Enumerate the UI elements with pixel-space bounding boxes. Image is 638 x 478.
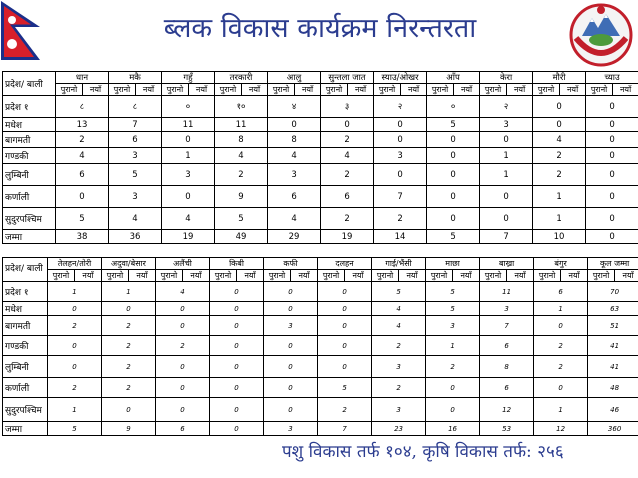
old-header: पुरानो — [156, 270, 183, 282]
table-row — [3, 186, 638, 208]
crop-header: कूल जम्मा — [588, 258, 638, 270]
table-cell: 0 — [102, 398, 156, 422]
old-header: पुरानो — [162, 84, 189, 96]
new-header: नयाँ — [453, 270, 480, 282]
table-cell: 3 — [109, 186, 162, 208]
table-cell: 0 — [533, 118, 586, 132]
old-header: पुरानो — [321, 84, 348, 96]
table-cell: 0 — [264, 378, 318, 398]
table-cell: 0 — [48, 302, 102, 316]
province-name: प्रदेश १ — [3, 282, 48, 302]
table-cell: 4 — [215, 148, 268, 164]
table-cell: 1 — [480, 164, 533, 186]
table-cell: ० — [162, 96, 215, 118]
new-header: नयाँ — [129, 270, 156, 282]
table-cell: 7 — [480, 230, 533, 244]
table-row — [3, 164, 638, 186]
table-cell: 0 — [318, 316, 372, 336]
table-cell: 0 — [264, 336, 318, 356]
table-cell: 1 — [533, 186, 586, 208]
table-cell: 0 — [534, 316, 588, 336]
table-cell: 360 — [588, 422, 638, 436]
table-cell: 0 — [210, 378, 264, 398]
old-header: पुरानो — [215, 84, 242, 96]
table-cell: 2 — [372, 378, 426, 398]
table-cell: 2 — [48, 378, 102, 398]
table-cell: 0 — [586, 96, 638, 118]
table-cell: 12 — [480, 398, 534, 422]
table-cell: 49 — [215, 230, 268, 244]
new-header: नयाँ — [613, 84, 638, 96]
province-name: जम्मा — [3, 230, 56, 244]
livestock-cash-crops-table-body — [3, 282, 638, 436]
table-cell: 0 — [318, 336, 372, 356]
old-header: पुरानो — [102, 270, 129, 282]
new-header: नयाँ — [561, 270, 588, 282]
table-cell: 0 — [268, 118, 321, 132]
table-cell: 13 — [56, 118, 109, 132]
table-cell: 0 — [156, 398, 210, 422]
table-cell: 0 — [374, 118, 427, 132]
table-cell: 4 — [321, 148, 374, 164]
province-name: गण्डकी — [3, 148, 56, 164]
table-cell: 2 — [102, 356, 156, 378]
table-cell: 51 — [588, 316, 638, 336]
table-cell: 2 — [372, 336, 426, 356]
table-cell: 0 — [534, 378, 588, 398]
table-cell: 9 — [102, 422, 156, 436]
table-cell: ८ — [56, 96, 109, 118]
province-name: लुम्बिनी — [3, 164, 56, 186]
table-corner-header: प्रदेश/ बाली — [3, 258, 48, 282]
table-cell: 8 — [215, 132, 268, 148]
table-cell: 1 — [426, 336, 480, 356]
table-row — [3, 96, 638, 118]
table-cell: 11 — [480, 282, 534, 302]
province-name: जम्मा — [3, 422, 48, 436]
table-cell: 1 — [48, 398, 102, 422]
table-cell: 0 — [586, 186, 638, 208]
table-cell: 0 — [427, 164, 480, 186]
table-cell: 70 — [588, 282, 638, 302]
new-header: नयाँ — [348, 84, 374, 96]
table-cell: 0 — [162, 186, 215, 208]
crops-table-body — [3, 96, 638, 244]
table-cell: 7 — [318, 422, 372, 436]
table-cell: 0 — [321, 118, 374, 132]
table-row — [3, 336, 638, 356]
new-header: नयाँ — [507, 270, 534, 282]
table-cell: 2 — [48, 316, 102, 336]
table-cell: 0 — [586, 132, 638, 148]
table-cell: 41 — [588, 356, 638, 378]
table-cell: 5 — [427, 118, 480, 132]
new-header: नयाँ — [295, 84, 321, 96]
province-name: कर्णाली — [3, 186, 56, 208]
table-cell: 2 — [215, 164, 268, 186]
table-cell: 0 — [156, 356, 210, 378]
table-row — [3, 398, 638, 422]
new-header: नयाँ — [454, 84, 480, 96]
table-cell: 0 — [427, 132, 480, 148]
table-cell: 0 — [162, 132, 215, 148]
province-name: सुदुरपश्चिम — [3, 208, 56, 230]
table-row — [3, 118, 638, 132]
new-header: नयाँ — [560, 84, 586, 96]
table-cell: 5 — [426, 282, 480, 302]
table-cell: 0 — [586, 164, 638, 186]
table-cell: 0 — [210, 336, 264, 356]
table-row — [3, 282, 638, 302]
new-header: नयाँ — [237, 270, 264, 282]
table-cell: 0 — [210, 316, 264, 336]
crop-header: तेलहन/तोरी — [48, 258, 102, 270]
table-cell: 4 — [109, 208, 162, 230]
new-header: नयाँ — [83, 84, 109, 96]
table-cell: 0 — [318, 282, 372, 302]
new-header: नयाँ — [507, 84, 533, 96]
table-cell: 2 — [426, 356, 480, 378]
table-cell: 3 — [480, 118, 533, 132]
table-cell: 0 — [586, 208, 638, 230]
table-cell: 0 — [156, 316, 210, 336]
table-cell: 12 — [534, 422, 588, 436]
crop-header: बंगुर — [534, 258, 588, 270]
table-cell: 4 — [533, 132, 586, 148]
table-cell: 0 — [264, 282, 318, 302]
old-header: पुरानो — [264, 270, 291, 282]
old-header: पुरानो — [48, 270, 75, 282]
table-row — [3, 148, 638, 164]
table-cell: 0 — [156, 302, 210, 316]
crop-header: गहुँ — [162, 72, 215, 84]
table-cell: 1 — [534, 302, 588, 316]
table-cell: 3 — [264, 422, 318, 436]
crop-header: तरकारी — [215, 72, 268, 84]
table-cell: 0 — [480, 208, 533, 230]
crop-header: किबी — [210, 258, 264, 270]
table-cell: 23 — [372, 422, 426, 436]
province-name: सुदुरपश्चिम — [3, 398, 48, 422]
crop-header: गाई/भैंसी — [372, 258, 426, 270]
table-cell: 0 — [426, 398, 480, 422]
table-cell: 41 — [588, 336, 638, 356]
table-cell: 0 — [427, 148, 480, 164]
new-header: नयाँ — [242, 84, 268, 96]
table-cell: 0 — [48, 336, 102, 356]
table-cell: 53 — [480, 422, 534, 436]
table-cell: 6 — [480, 378, 534, 398]
table-cell: 0 — [48, 356, 102, 378]
table-cell: 5 — [426, 302, 480, 316]
table-cell: 1 — [48, 282, 102, 302]
table-cell: 5 — [48, 422, 102, 436]
table-cell: 0 — [427, 186, 480, 208]
table-cell: 0 — [264, 356, 318, 378]
table-cell: 0 — [318, 302, 372, 316]
table-cell: 7 — [480, 316, 534, 336]
table-cell: 4 — [372, 316, 426, 336]
table-cell: 0 — [210, 282, 264, 302]
table-cell: 0 — [210, 422, 264, 436]
table-cell: 16 — [426, 422, 480, 436]
table-cell: 3 — [480, 302, 534, 316]
crop-header: धान — [56, 72, 109, 84]
table-cell: 2 — [534, 356, 588, 378]
table-row — [3, 230, 638, 244]
old-header: पुरानो — [480, 84, 507, 96]
province-name: बागमती — [3, 132, 56, 148]
table-row — [3, 378, 638, 398]
table-cell: 5 — [109, 164, 162, 186]
old-header: पुरानो — [374, 84, 401, 96]
table-cell: 2 — [533, 164, 586, 186]
livestock-cash-crops-table — [2, 257, 638, 436]
table-cell: 3 — [372, 398, 426, 422]
table-cell: 0 — [374, 164, 427, 186]
crop-header: केरा — [480, 72, 533, 84]
table-cell: 0 — [102, 302, 156, 316]
table-row — [3, 422, 638, 436]
table-cell: 0 — [480, 132, 533, 148]
table-cell: 5 — [372, 282, 426, 302]
table-cell: 0 — [210, 302, 264, 316]
old-header: पुरानो — [426, 270, 453, 282]
crop-header: मौरी — [533, 72, 586, 84]
table-cell: 2 — [318, 398, 372, 422]
table-cell: 5 — [215, 208, 268, 230]
nepal-flag-icon — [0, 0, 42, 62]
table-cell: 0 — [374, 132, 427, 148]
crop-header: च्याउ — [586, 72, 638, 84]
province-name: लुम्बिनी — [3, 356, 48, 378]
table-cell: 0 — [586, 118, 638, 132]
table-cell: 4 — [372, 302, 426, 316]
crop-header: माछा — [426, 258, 480, 270]
table-cell: 0 — [264, 398, 318, 422]
new-header: नयाँ — [345, 270, 372, 282]
table-cell: 2 — [156, 336, 210, 356]
crop-header: अदुवा/बेसार — [102, 258, 156, 270]
summary-footer: पशु विकास तर्फ १०४, कृषि विकास तर्फ: २५६ — [282, 442, 564, 462]
old-header: पुरानो — [268, 84, 295, 96]
old-header: पुरानो — [588, 270, 615, 282]
table-row — [3, 132, 638, 148]
province-name: बागमती — [3, 316, 48, 336]
new-header: नयाँ — [401, 84, 427, 96]
table-cell: 4 — [268, 148, 321, 164]
table-cell: 6 — [109, 132, 162, 148]
table-row — [3, 208, 638, 230]
province-name: मधेश — [3, 302, 48, 316]
table-row — [3, 316, 638, 336]
table-cell: 7 — [109, 118, 162, 132]
province-name: प्रदेश १ — [3, 96, 56, 118]
table-cell: 3 — [162, 164, 215, 186]
table-cell: 2 — [321, 132, 374, 148]
table-cell: 4 — [56, 148, 109, 164]
table-cell: 3 — [426, 316, 480, 336]
old-header: पुरानो — [427, 84, 454, 96]
table-cell: 0 — [586, 230, 638, 244]
table-cell: 63 — [588, 302, 638, 316]
old-header: पुरानो — [318, 270, 345, 282]
table-cell: 2 — [534, 336, 588, 356]
crop-header: स्याउ/ओखर — [374, 72, 427, 84]
table-cell: 19 — [321, 230, 374, 244]
table-cell: 6 — [268, 186, 321, 208]
crop-header: आँप — [427, 72, 480, 84]
table-cell: 1 — [534, 398, 588, 422]
table-cell: 1 — [102, 282, 156, 302]
old-header: पुरानो — [372, 270, 399, 282]
table-cell: 2 — [102, 336, 156, 356]
table-cell: 0 — [264, 302, 318, 316]
table-cell: १० — [215, 96, 268, 118]
table-cell: 0 — [56, 186, 109, 208]
table-cell: 2 — [374, 208, 427, 230]
table-cell: 10 — [533, 230, 586, 244]
table-cell: ८ — [109, 96, 162, 118]
table-cell: 29 — [268, 230, 321, 244]
table-cell: 14 — [374, 230, 427, 244]
table-cell: 6 — [480, 336, 534, 356]
table-cell: 6 — [56, 164, 109, 186]
table-cell: 19 — [162, 230, 215, 244]
table-cell: 3 — [372, 356, 426, 378]
table-cell: 6 — [156, 422, 210, 436]
table-cell: 3 — [374, 148, 427, 164]
table-corner-header: प्रदेश/ बाली — [3, 72, 56, 96]
crop-header: बाख्रा — [480, 258, 534, 270]
table-cell: 3 — [268, 164, 321, 186]
table-cell: 5 — [318, 378, 372, 398]
new-header: नयाँ — [75, 270, 102, 282]
table-cell: 5 — [427, 230, 480, 244]
old-header: पुरानो — [586, 84, 613, 96]
province-name: कर्णाली — [3, 378, 48, 398]
new-header: नयाँ — [136, 84, 162, 96]
table-cell: 1 — [533, 208, 586, 230]
province-name: गण्डकी — [3, 336, 48, 356]
table-cell: 3 — [109, 148, 162, 164]
old-header: पुरानो — [210, 270, 237, 282]
table-cell: 0 — [210, 398, 264, 422]
table-cell: 38 — [56, 230, 109, 244]
new-header: नयाँ — [615, 270, 638, 282]
table-cell: 0 — [210, 356, 264, 378]
table-cell: २ — [374, 96, 427, 118]
province-name: मधेश — [3, 118, 56, 132]
table-cell: 9 — [215, 186, 268, 208]
table-cell: 6 — [321, 186, 374, 208]
table-cell: 2 — [102, 316, 156, 336]
table-cell: 4 — [268, 208, 321, 230]
crop-header: अलैंची — [156, 258, 210, 270]
table-cell: 8 — [268, 132, 321, 148]
table-cell: 1 — [162, 148, 215, 164]
table-cell: 8 — [480, 356, 534, 378]
table-cell: २ — [480, 96, 533, 118]
table-cell: 2 — [533, 148, 586, 164]
table-cell: 11 — [215, 118, 268, 132]
table-cell: ४ — [268, 96, 321, 118]
table-cell: 2 — [56, 132, 109, 148]
table-cell: ० — [427, 96, 480, 118]
table-cell: 0 — [156, 378, 210, 398]
old-header: पुरानो — [533, 84, 560, 96]
crops-table — [2, 71, 638, 244]
table-cell: 2 — [321, 164, 374, 186]
new-header: नयाँ — [399, 270, 426, 282]
crop-header: सुन्तला जात — [321, 72, 374, 84]
table-cell: 1 — [480, 148, 533, 164]
table-cell: 36 — [109, 230, 162, 244]
table-cell: 0 — [533, 96, 586, 118]
crop-header: दलहन — [318, 258, 372, 270]
page-title: ब्लक विकास कार्यक्रम निरन्तरता — [163, 13, 477, 44]
old-header: पुरानो — [56, 84, 83, 96]
government-emblem-icon — [568, 2, 634, 68]
table-cell: 3 — [264, 316, 318, 336]
new-header: नयाँ — [183, 270, 210, 282]
table-cell: 2 — [102, 378, 156, 398]
old-header: पुरानो — [534, 270, 561, 282]
table-cell: 11 — [162, 118, 215, 132]
table-cell: 4 — [156, 282, 210, 302]
table-cell: 46 — [588, 398, 638, 422]
table-cell: ३ — [321, 96, 374, 118]
table-cell: 0 — [480, 186, 533, 208]
table-cell: 7 — [374, 186, 427, 208]
table-cell: 0 — [318, 356, 372, 378]
table-cell: 0 — [427, 208, 480, 230]
table-row — [3, 302, 638, 316]
new-header: नयाँ — [189, 84, 215, 96]
old-header: पुरानो — [109, 84, 136, 96]
table-cell: 2 — [321, 208, 374, 230]
crop-header: कफी — [264, 258, 318, 270]
table-row — [3, 356, 638, 378]
table-cell: 4 — [162, 208, 215, 230]
new-header: नयाँ — [291, 270, 318, 282]
table-cell: 0 — [586, 148, 638, 164]
table-cell: 48 — [588, 378, 638, 398]
table-cell: 6 — [534, 282, 588, 302]
table-cell: 0 — [426, 378, 480, 398]
crop-header: आलु — [268, 72, 321, 84]
crop-header: मकै — [109, 72, 162, 84]
table-cell: 5 — [56, 208, 109, 230]
old-header: पुरानो — [480, 270, 507, 282]
